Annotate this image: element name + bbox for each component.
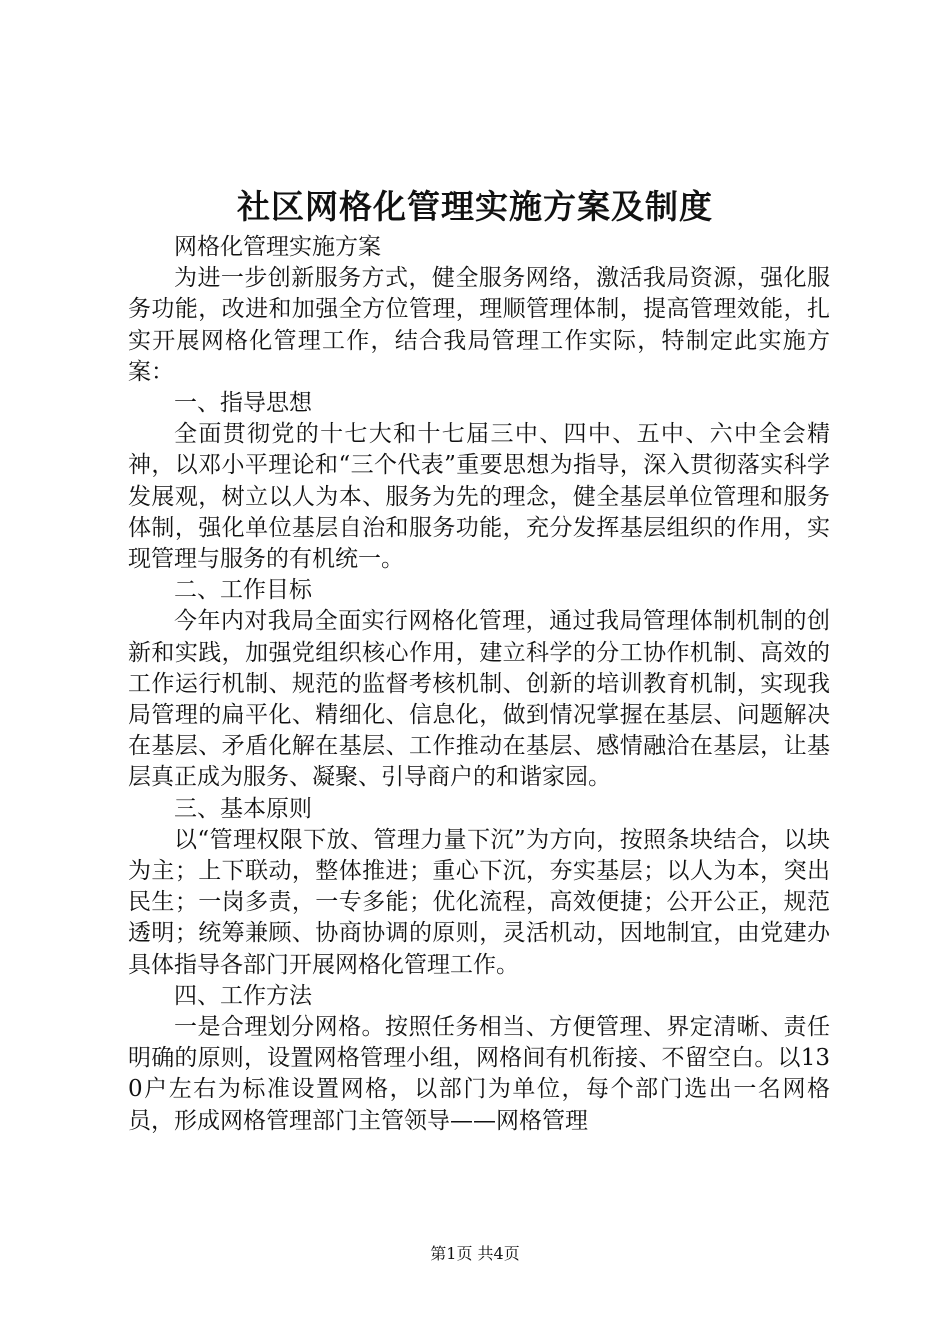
section-heading-basic-principles: 三、基本原则 — [174, 795, 312, 822]
basic-principles-paragraph: 以“管理权限下放、管理力量下沉”为方向，按照条块结合，以块为主；上下联动，整体推进；重心下沉，夯实基层；以人为本，突出民生；一岗多责，一专多能；优化流程，高效便捷；公开公正，规范透明；统筹兼顾、协商协调的原则，灵活机动，因地制宜，由党建办具体指导各部门开展网格化管理工作。 — [128, 826, 830, 978]
guiding-ideology-paragraph: 全面贯彻党的十七大和十七届三中、四中、五中、六中全会精神，以邓小平理论和“三个代表”重要思想为指导，深入贯彻落实科学发展观，树立以人为本、服务为先的理念，健全基层单位管理和服务体制，强化单位基层自治和服务功能，充分发挥基层组织的作用，实现管理与服务的有机统一。 — [128, 421, 830, 573]
intro-paragraph: 为进一步创新服务方式，健全服务网络，激活我局资源，强化服务功能，改进和加强全方位管理，理顺管理体制，提高管理效能，扎实开展网格化管理工作，结合我局管理工作实际，特制定此实施方案： — [128, 265, 830, 385]
section-heading-guiding-ideology: 一、指导思想 — [174, 390, 312, 417]
section-heading-work-methods: 四、工作方法 — [174, 982, 312, 1009]
document-title: 社区网格化管理实施方案及制度 — [237, 187, 713, 226]
work-goals-paragraph: 今年内对我局全面实行网格化管理，通过我局管理体制机制的创新和实践，加强党组织核心作用，建立科学的分工协作机制、高效的工作运行机制、规范的监督考核机制、创新的培训教育机制，实现我局管理的扁平化、精细化、信息化，做到情况掌握在基层、问题解决在基层、矛盾化解在基层、工作推动在基层、感情融洽在基层，让基层真正成为服务、凝聚、引导商户的和谐家园。 — [128, 608, 830, 791]
section-heading-work-goals: 二、工作目标 — [174, 577, 312, 604]
page-number-footer: 第1页 共4页 — [430, 1244, 520, 1263]
work-methods-paragraph: 一是合理划分网格。按照任务相当、方便管理、界定清晰、责任明确的原则，设置网格管理小组，网格间有机衔接、不留空白。以130户左右为标准设置网格，以部门为单位，每个部门选出一名网格员，形成网格管理部门主管领导——网格管理 — [128, 1014, 830, 1134]
subtitle-paragraph: 网格化管理实施方案 — [174, 234, 381, 260]
document-body — [128, 232, 830, 1137]
